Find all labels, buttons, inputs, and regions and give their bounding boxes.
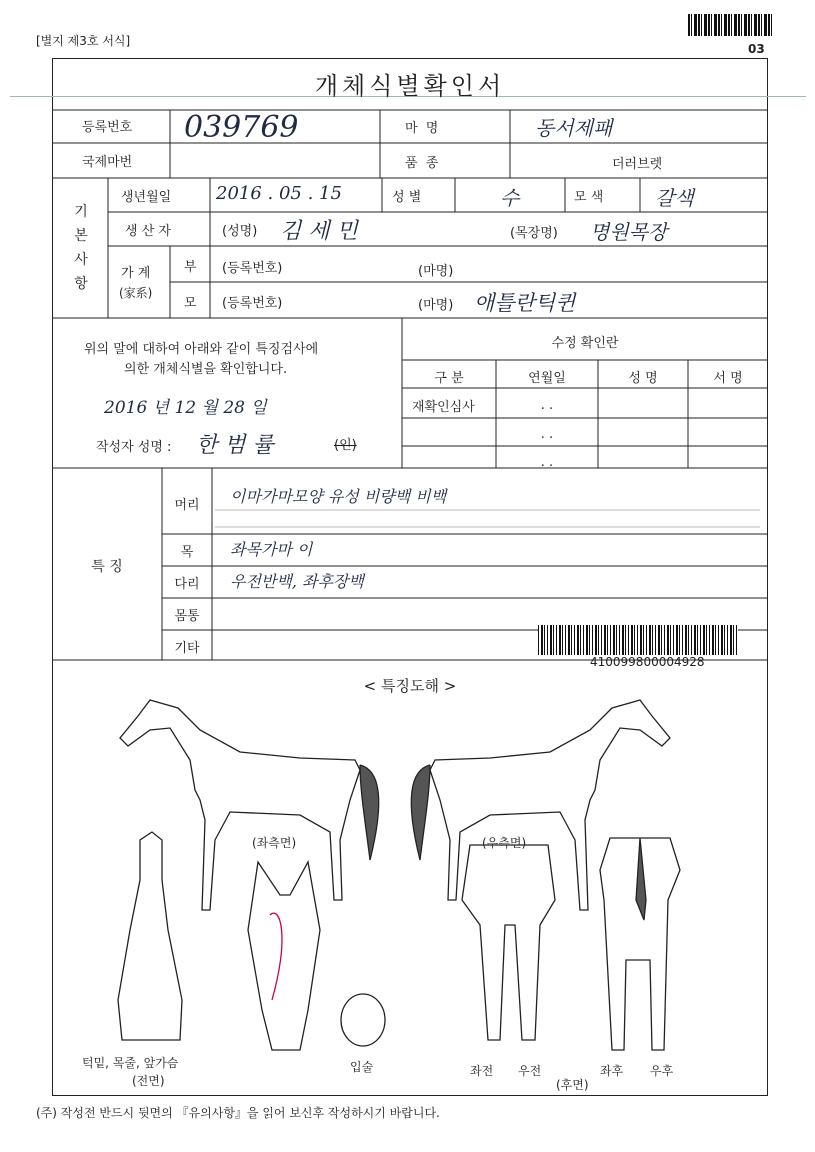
label-front-view: (전면) [132, 1074, 165, 1088]
breed-label: 품 종 [405, 156, 441, 171]
revision-header-sign: 서 명 [713, 371, 743, 386]
writer-label: 작성자 성명 : [96, 440, 172, 455]
legs-value: 우전반백, 좌후장백 [230, 572, 364, 591]
confirm-date: 2016 년 12 월 28 일 [104, 398, 267, 418]
dam-reg-label: (등록번호) [222, 296, 283, 311]
footer-note: (주) 작성전 반드시 뒷면의 『유의사항』을 읽어 보신후 작성하시기 바랍니다. [36, 1106, 440, 1120]
sire-name-label: (마명) [418, 264, 454, 279]
revision-header-type: 구 분 [434, 371, 464, 386]
neck-value: 좌목가마 이 [230, 540, 313, 559]
dob-label: 생년월일 [121, 190, 172, 205]
label-front-caption: 턱밑, 목줄, 앞가슴 [82, 1056, 179, 1070]
sex-value: 수 [500, 186, 520, 210]
breed-value: 더러브렛 [612, 157, 663, 172]
dam-name-label: (마명) [418, 298, 454, 313]
statement-line-1: 위의 말에 대하여 아래와 같이 특징검사에 [84, 342, 319, 357]
writer-value: 한 범 률 [196, 433, 274, 458]
horse-name-value: 동서제패 [535, 116, 613, 140]
intl-no-label: 국제마번 [82, 155, 133, 170]
body-label: 몸통 [174, 609, 200, 624]
lips-view [341, 994, 385, 1046]
statement-line-2: 의한 개체식별을 확인합니다. [124, 362, 288, 377]
page-number: 03 [748, 42, 765, 56]
label-right-side: (우측면) [482, 836, 527, 850]
label-right-front: 우전 [518, 1064, 542, 1078]
front-body-view [118, 832, 182, 1040]
reg-no-value: 039769 [184, 110, 299, 145]
revision-row1-label: 재확인심사 [412, 400, 475, 415]
neck-label: 목 [180, 545, 194, 560]
label-lips: 입술 [350, 1060, 374, 1074]
features-section-label: 특 징 [91, 559, 123, 575]
label-left-hind: 좌후 [600, 1064, 624, 1078]
sire-label: 부 [184, 260, 197, 275]
dam-name-value: 애틀란틱퀸 [474, 291, 576, 315]
color-label: 모 색 [574, 190, 604, 205]
reg-no-label: 등록번호 [82, 120, 133, 135]
head-value: 이마가마모양 유성 비량백 비백 [230, 487, 447, 506]
pedigree-label: 가 계 [121, 266, 151, 281]
producer-name-value: 김 세 민 [280, 219, 358, 244]
revision-title: 수정 확인란 [551, 336, 619, 351]
producer-label: 생 산 자 [125, 224, 171, 239]
sire-reg-label: (등록번호) [222, 261, 283, 276]
front-legs-view [462, 845, 555, 1040]
ranch-label: (목장명) [510, 226, 558, 241]
producer-name-label: (성명) [222, 224, 258, 239]
ranch-value: 명원목장 [590, 220, 668, 244]
document-title: 개체식별확인서 [314, 72, 506, 100]
right-side-horse [430, 700, 670, 910]
horse-name-label: 마 명 [405, 121, 441, 136]
label-left-side: (좌측면) [252, 836, 297, 850]
left-side-horse [120, 700, 360, 910]
dam-label: 모 [184, 296, 197, 311]
head-front-view [248, 862, 320, 1050]
revision-header-date: 연월일 [528, 371, 566, 386]
form-ref: [별지 제3호 서식] [36, 34, 131, 48]
seal-mark: (인) [334, 438, 357, 453]
head-label: 머리 [174, 498, 200, 513]
label-left-front: 좌전 [470, 1064, 494, 1078]
basic-section-label: 기 본 사 항 [74, 204, 88, 292]
label-right-hind: 우후 [650, 1064, 674, 1078]
legs-label: 다리 [174, 577, 200, 592]
pedigree-hanja: (家系) [119, 286, 153, 300]
barcode-number: 410099800004928 [590, 655, 705, 669]
revision-date-3: . . [540, 455, 554, 470]
sex-label: 성 별 [392, 190, 422, 205]
dob-value: 2016 . 05 . 15 [216, 183, 342, 204]
revision-date-2: . . [540, 427, 554, 442]
diagram-title: < 특징도해 > [363, 677, 457, 695]
color-value: 갈색 [655, 186, 694, 210]
revision-header-name: 성 명 [628, 371, 658, 386]
label-rear-view: (후면) [556, 1078, 589, 1092]
other-label: 기타 [174, 641, 200, 656]
revision-date-1: . . [540, 398, 554, 413]
